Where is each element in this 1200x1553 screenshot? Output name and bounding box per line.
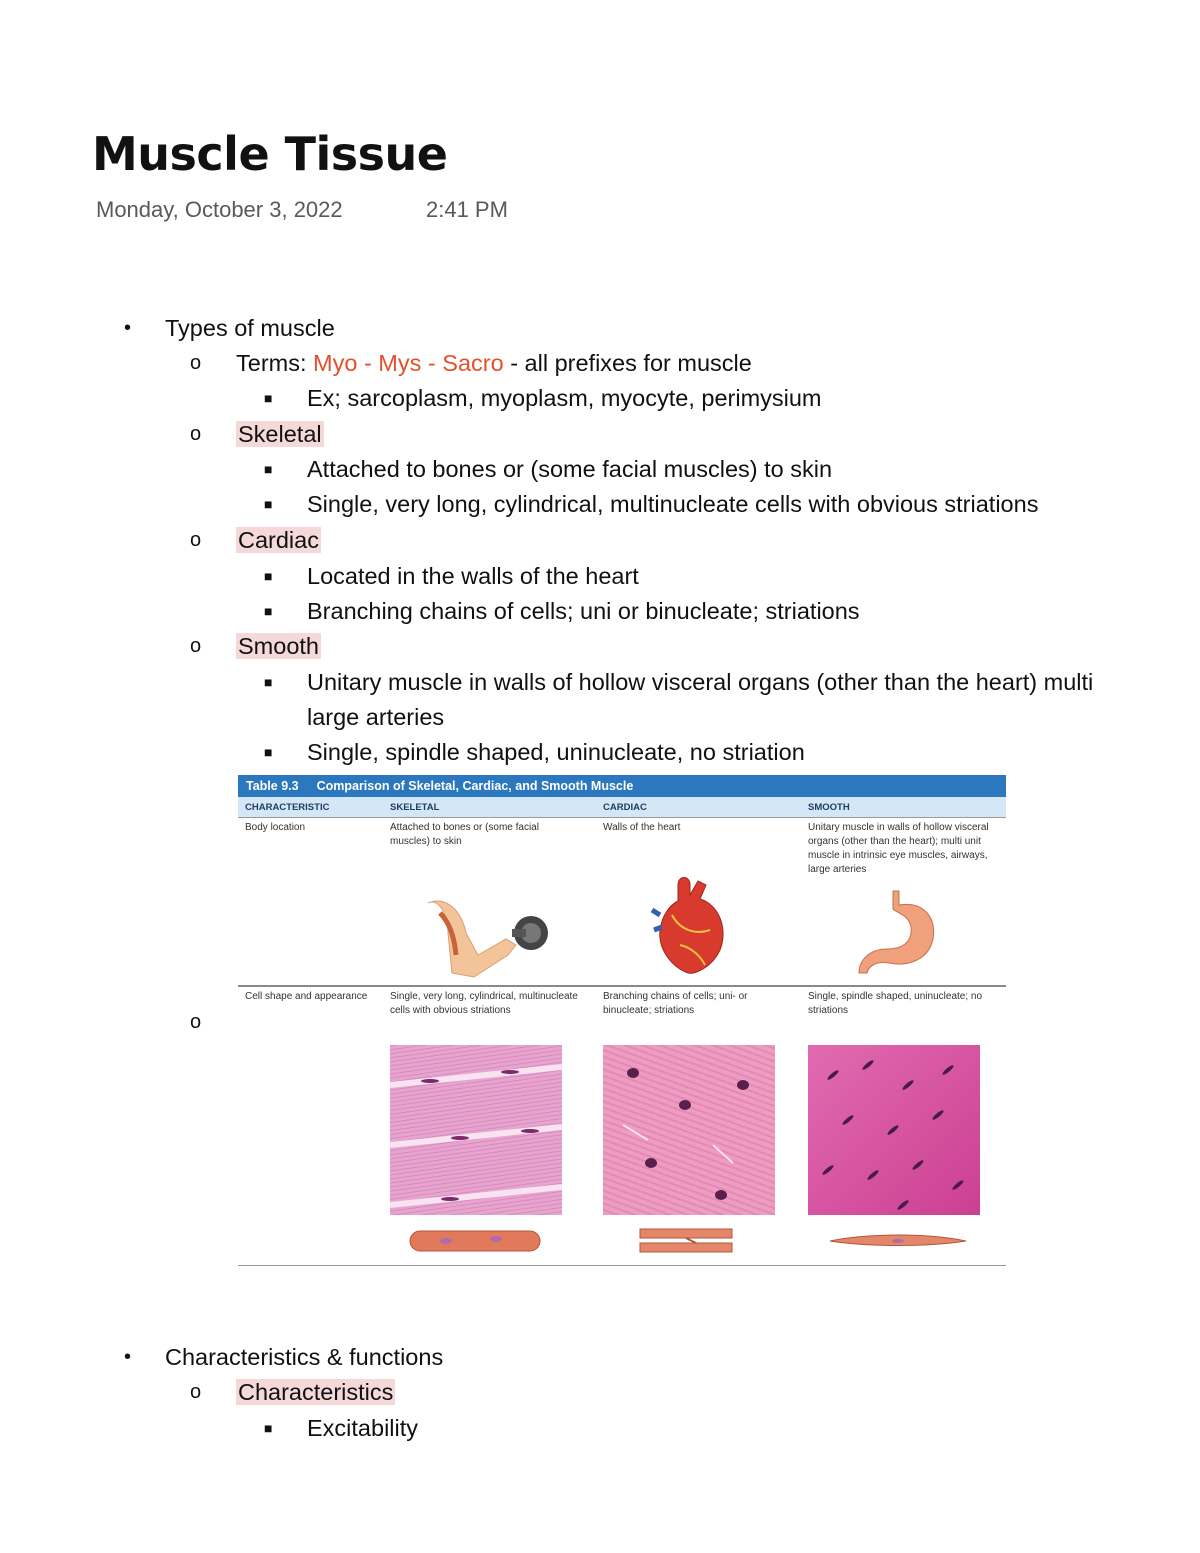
smooth-cell-drawing xyxy=(828,1231,968,1251)
list-item-skeletal-2: Single, very long, cylindrical, multinucleate cells with obvious striations xyxy=(307,491,1039,517)
bullet-square-icon: ■ xyxy=(264,674,273,690)
table-title-bar xyxy=(238,775,1006,797)
bullet-dot-icon: • xyxy=(124,1346,132,1368)
smooth-micrograph xyxy=(808,1045,980,1215)
column-header: SMOOTH xyxy=(808,802,850,813)
bullet-dot-icon: • xyxy=(124,317,132,339)
list-item-types-of-muscle: Types of muscle xyxy=(165,315,335,341)
arm-illustration xyxy=(418,893,568,983)
bullet-circle-icon: o xyxy=(190,529,202,551)
list-item-excitability: Excitability xyxy=(307,1415,419,1441)
table-column-headers xyxy=(238,797,1006,817)
cell-cardiac-shape: Branching chains of cells; uni- or binucleate; striations xyxy=(603,991,748,1016)
skeletal-micrograph xyxy=(390,1045,562,1215)
bullet-circle-icon: o xyxy=(190,635,202,657)
skeletal-cell-drawing xyxy=(406,1225,546,1257)
table-title: Comparison of Skeletal, Cardiac, and Smooth Muscle xyxy=(316,779,634,793)
table-number: Table 9.3 xyxy=(246,779,299,793)
heading-smooth xyxy=(236,631,321,661)
terms-label: Terms: xyxy=(236,350,314,376)
list-item-cardiac-2: Branching chains of cells; uni or binucleate; striations xyxy=(307,598,860,624)
column-header: CHARACTERISTIC xyxy=(245,802,330,813)
cell-cardiac-location: Walls of the heart xyxy=(603,822,681,833)
bullet-square-icon: ■ xyxy=(264,744,273,760)
bullet-circle-icon: o xyxy=(190,1011,202,1033)
column-header: SKELETAL xyxy=(390,802,440,813)
bullet-square-icon: ■ xyxy=(264,603,273,619)
bullet-square-icon: ■ xyxy=(264,390,273,406)
terms-rest: - all prefixes for muscle xyxy=(503,350,752,376)
terms-prefixes: Myo - Mys - Sacro xyxy=(313,350,504,376)
table-divider xyxy=(238,817,1006,818)
heading-characteristics xyxy=(236,1377,395,1407)
list-item-cardiac-1: Located in the walls of the heart xyxy=(307,563,639,589)
cardiac-cell-drawing xyxy=(636,1225,736,1257)
list-item-smooth-1: Unitary muscle in walls of hollow visceral organs (other than the heart) multi xyxy=(307,669,1094,695)
row-label-body-location: Body location xyxy=(245,822,306,833)
column-header: CARDIAC xyxy=(603,802,647,813)
cell-skeletal-location: Attached to bones or (some facial muscles) to skin xyxy=(390,822,539,847)
bullet-circle-icon: o xyxy=(190,423,202,445)
list-item-smooth-1-cont: large arteries xyxy=(307,704,445,730)
cell-smooth-location: Unitary muscle in walls of hollow visceral organs (other than the heart); multi unit muscle in intrinsic eye muscles, airways, large arteries xyxy=(808,822,989,875)
page-title: Muscle Tissue xyxy=(92,127,448,181)
bullet-square-icon: ■ xyxy=(264,461,273,477)
row-label-cell-shape: Cell shape and appearance xyxy=(245,991,368,1002)
list-item-characteristics-functions: Characteristics & functions xyxy=(165,1344,444,1370)
heading-cardiac-text: Cardiac xyxy=(238,527,319,553)
page-date: Monday, October 3, 2022 xyxy=(96,197,343,222)
cardiac-micrograph xyxy=(603,1045,775,1215)
bullet-square-icon: ■ xyxy=(264,496,273,512)
list-item-skeletal-1: Attached to bones or (some facial muscles) to skin xyxy=(307,456,833,482)
bullet-circle-icon: o xyxy=(190,352,202,374)
heart-illustration xyxy=(650,875,735,980)
comparison-table-figure xyxy=(238,775,1006,1269)
table-divider xyxy=(238,985,1006,987)
heading-characteristics-text: Characteristics xyxy=(238,1379,394,1405)
heading-skeletal xyxy=(236,419,324,449)
page-time: 2:41 PM xyxy=(426,197,508,222)
bullet-circle-icon: o xyxy=(190,1381,202,1403)
list-item-terms xyxy=(236,348,752,378)
heading-cardiac xyxy=(236,525,321,555)
bullet-square-icon: ■ xyxy=(264,568,273,584)
table-divider xyxy=(238,1265,1006,1266)
stomach-illustration xyxy=(853,887,943,979)
cell-smooth-shape: Single, spindle shaped, uninucleate; no striations xyxy=(808,991,983,1016)
heading-smooth-text: Smooth xyxy=(238,633,319,659)
list-item-terms-example: Ex; sarcoplasm, myoplasm, myocyte, perimysium xyxy=(307,385,822,411)
heading-skeletal-text: Skeletal xyxy=(238,421,322,447)
cell-skeletal-shape: Single, very long, cylindrical, multinucleate cells with obvious striations xyxy=(390,991,578,1016)
bullet-square-icon: ■ xyxy=(264,1420,273,1436)
list-item-smooth-2: Single, spindle shaped, uninucleate, no striation xyxy=(307,739,805,765)
